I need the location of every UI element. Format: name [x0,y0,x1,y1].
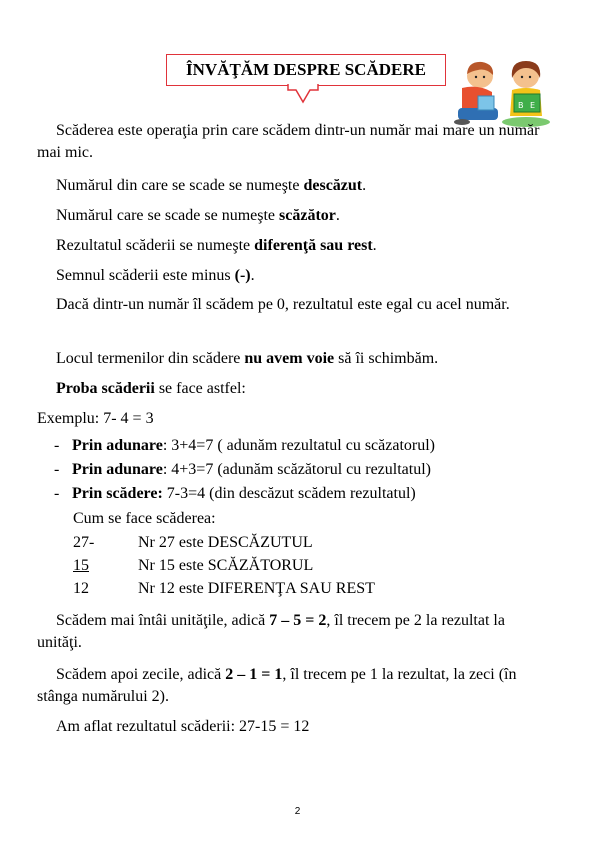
children-reading-illustration [448,58,558,128]
units-paragraph: Scădem mai întâi unităţile, adică 7 – 5 = 2, îl trecem pe 2 la rezultat la unităţi. [37,612,505,651]
proof-heading: Proba scăderii se face astfel: [56,380,246,397]
intro-paragraph: Scăderea este operaţia prin care scădem dintr-un număr mai mare un număr mai mic. [37,122,540,161]
how-heading: Cum se face scăderea: [73,510,216,527]
tens-paragraph: Scădem apoi zecile, adică 2 – 1 = 1, îl trecem pe 1 la rezultat, la zeci (în stânga numărului 2). [37,666,517,705]
result-line: Am aflat rezultatul scăderii: 27-15 = 12 [56,718,310,735]
svg-text:B: B [518,101,524,110]
definition-descazut: Numărul din care se scade se numeşte descăzut. [56,177,367,194]
order-rule: Locul termenilor din scădere nu avem voie să îi schimbăm. [56,350,439,367]
page-number: 2 [294,806,301,817]
definition-minus-sign: Semnul scăderii este minus (-). [56,267,255,284]
page-title: ÎNVĂŢĂM DESPRE SCĂDERE [186,60,426,79]
example-line: Exemplu: 7- 4 = 3 [37,410,154,427]
zero-rule-paragraph: Dacă dintr-un număr îl scădem pe 0, rezultatul este egal cu acel număr. [56,296,510,313]
definition-diferenta: Rezultatul scăderii se numeşte diferenţă sau rest. [56,237,377,254]
svg-text:E: E [530,101,536,110]
down-arrow-icon [286,84,320,104]
definition-scazator: Numărul care se scade se numeşte scăzător. [56,207,340,224]
